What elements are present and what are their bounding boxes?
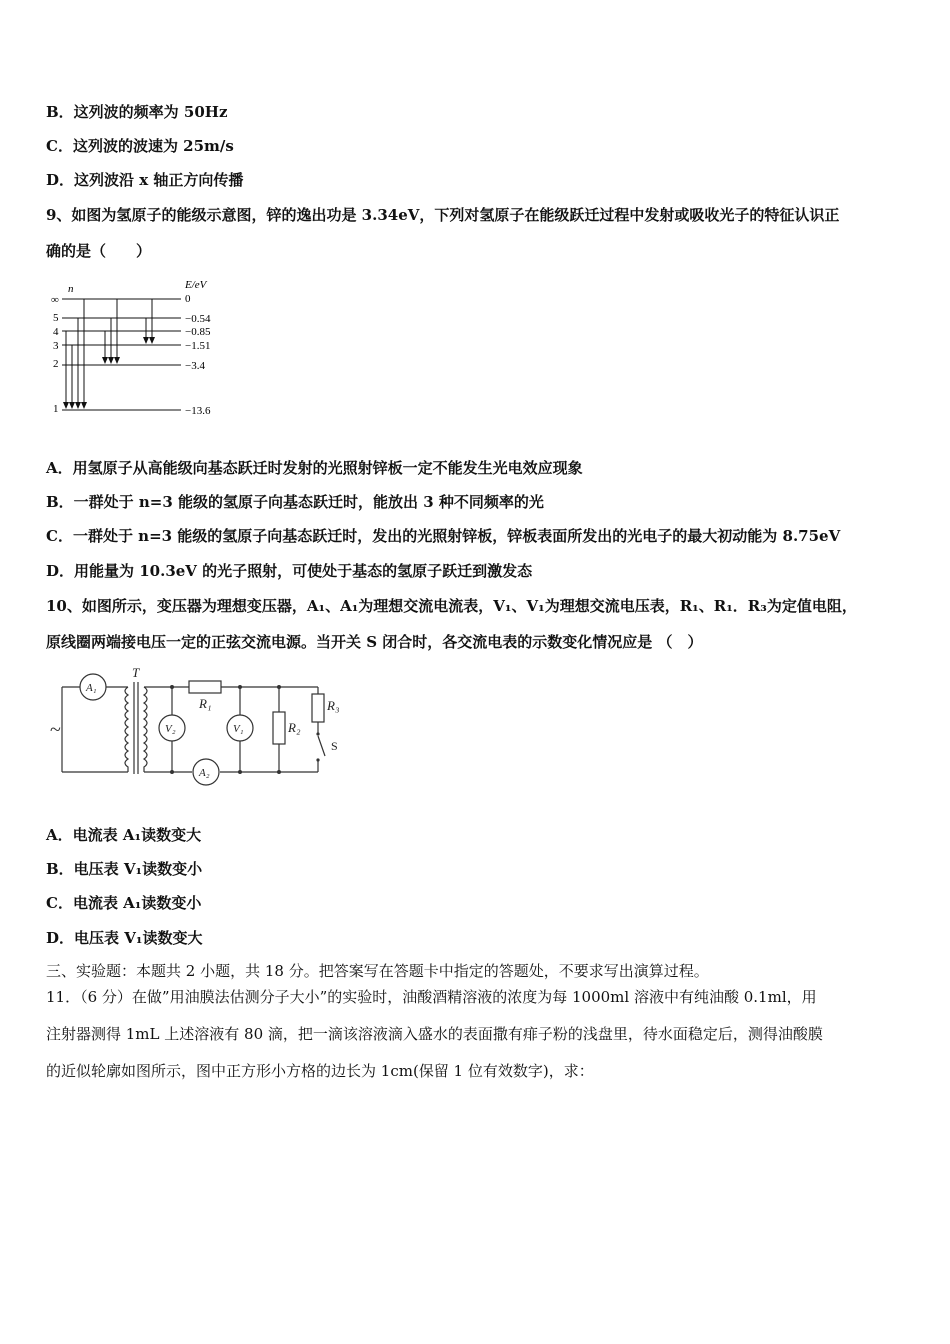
energy-axis-label: E/eV <box>185 279 207 291</box>
q11-line2: 注射器测得 1mL 上述溶液有 80 滴，把一滴该溶液滴入盛水的表面撒有痱子粉的浅盘里，待水面稳定后，测得油酸膜 <box>46 1025 823 1043</box>
q10-stem-line2: 原线圈两端接电压一定的正弦交流电源。当开关 S 闭合时，各交流电表的示数变化情况应是 （ ） <box>46 633 703 651</box>
level-n-3: 3 <box>53 340 59 352</box>
energy-level-diagram <box>46 278 236 423</box>
transformer-label: T <box>132 665 140 680</box>
resistor-r3-label: R₃ <box>327 698 340 713</box>
switch-label: S <box>331 739 338 753</box>
resistor-r2-label: R₂ <box>288 720 301 735</box>
level-n-inf: ∞ <box>51 294 59 306</box>
q8-option-c: C．这列波的波速为 25m/s <box>46 137 234 155</box>
n-axis-label: n <box>68 283 74 295</box>
voltmeter-v1-label: V₁ <box>233 723 244 735</box>
ac-source-icon: ~ <box>50 719 61 741</box>
level-e-4: −0.85 <box>185 326 211 338</box>
q9-stem-line1: 9、如图为氢原子的能级示意图，锌的逸出功是 3.34eV，下列对氢原子在能级跃迁过程中发射或吸收光子的特征认识正 <box>46 206 840 224</box>
resistor-r1-label: R₁ <box>199 696 212 711</box>
q9-option-b: B．一群处于 n=3 能级的氢原子向基态跃迁时，能放出 3 种不同频率的光 <box>46 493 544 511</box>
level-n-5: 5 <box>53 312 59 324</box>
level-e-5: −0.54 <box>185 313 211 325</box>
q10-stem-line1: 10、如图所示，变压器为理想变压器，A₁、A₁为理想交流电流表，V₁、V₁为理想交流电压表，R₁、R₁．R₃为定值电阻， <box>46 597 857 615</box>
q8-option-b: B．这列波的频率为 50Hz <box>46 103 228 121</box>
level-e-1: −13.6 <box>185 405 211 417</box>
q10-option-a: A．电流表 A₁读数变大 <box>46 826 202 844</box>
level-e-inf: 0 <box>185 293 191 305</box>
q11-line1: 11．（6 分）在做”用油膜法估测分子大小”的实验时，油酸酒精溶液的浓度为每 1000ml 溶液中有纯油酸 0.1ml，用 <box>46 988 817 1006</box>
ammeter-a1-label: A₁ <box>86 682 97 694</box>
transformer-circuit-diagram <box>46 664 356 789</box>
level-n-2: 2 <box>53 358 59 370</box>
ammeter-a2-label: A₂ <box>199 767 210 779</box>
q8-option-d: D．这列波沿 x 轴正方向传播 <box>46 171 244 189</box>
q9-stem-line2: 确的是（ ） <box>46 242 152 260</box>
level-n-1: 1 <box>53 403 59 415</box>
q10-option-d: D．电压表 V₁读数变大 <box>46 929 203 947</box>
q9-option-c: C．一群处于 n=3 能级的氢原子向基态跃迁时，发出的光照射锌板，锌板表面所发出的光电子的最大初动能为 8.75eV <box>46 527 841 545</box>
level-e-2: −3.4 <box>185 360 205 372</box>
level-n-4: 4 <box>53 326 59 338</box>
q9-option-d: D．用能量为 10.3eV 的光子照射，可使处于基态的氢原子跃迁到激发态 <box>46 562 533 580</box>
q11-line3: 的近似轮廓如图所示，图中正方形小方格的边长为 1cm(保留 1 位有效数字)，求： <box>46 1062 594 1080</box>
q10-option-b: B．电压表 V₁读数变小 <box>46 860 203 878</box>
q9-option-a: A．用氢原子从高能级向基态跃迁时发射的光照射锌板一定不能发生光电效应现象 <box>46 459 583 477</box>
q10-option-c: C．电流表 A₁读数变小 <box>46 894 202 912</box>
section3-heading: 三、实验题：本题共 2 小题，共 18 分。把答案写在答题卡中指定的答题处，不要求写出演算过程。 <box>46 962 709 980</box>
level-e-3: −1.51 <box>185 340 211 352</box>
voltmeter-v2-label: V₂ <box>165 723 176 735</box>
